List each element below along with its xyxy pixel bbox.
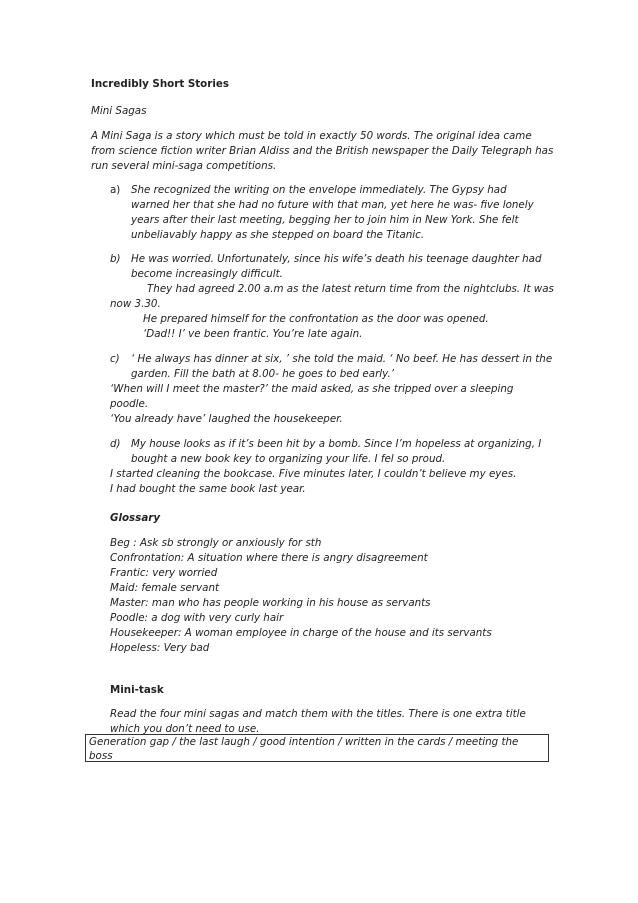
story-c-line: poodle. — [110, 398, 149, 410]
titles-box-line: Generation gap / the last laugh / good intention / written in the cards / meeting the — [89, 736, 519, 748]
document-subtitle: Mini Sagas — [91, 105, 147, 117]
glossary-item: Housekeeper: A woman employee in charge of the house and its servants — [110, 627, 492, 639]
glossary-item: Hopeless: Very bad — [110, 642, 210, 654]
story-b-line: now 3.30. — [110, 298, 161, 310]
glossary-item: Poodle: a dog with very curly hair — [110, 612, 284, 624]
story-a-line: unbeliavably happy as she stepped on board the Titanic. — [131, 229, 425, 241]
story-d-label: d) — [110, 438, 121, 450]
mini-task-instruction: Read the four mini sagas and match them with the titles. There is one extra title — [110, 708, 526, 720]
story-b-line: He prepared himself for the confrontation as the door was opened. — [143, 313, 489, 325]
story-a-line: warned her that she had no future with that man, yet here he was- five lonely — [131, 199, 534, 211]
story-a-line: years after their last meeting, begging her to join him in New York. She felt — [131, 214, 519, 226]
intro-line: run several mini-saga competitions. — [91, 160, 277, 172]
glossary-item: Beg : Ask sb strongly or anxiously for sth — [110, 537, 322, 549]
story-a-line: She recognized the writing on the envelope immediately. The Gypsy had — [131, 184, 507, 196]
glossary-item: Confrontation: A situation where there is angry disagreement — [110, 552, 428, 564]
intro-line: A Mini Saga is a story which must be told in exactly 50 words. The original idea came — [91, 130, 532, 142]
titles-box-line: boss — [89, 750, 113, 762]
story-d-line: I had bought the same book last year. — [110, 483, 306, 495]
story-c-label: c) — [110, 353, 120, 365]
story-d-line: bought a new book key to organizing your life. I fel so proud. — [131, 453, 446, 465]
glossary-heading: Glossary — [110, 512, 161, 524]
story-c-line: ‘You already have’ laughed the housekeeper. — [110, 413, 343, 425]
story-b-label: b) — [110, 253, 121, 265]
glossary-item: Frantic: very worried — [110, 567, 218, 579]
glossary-item: Master: man who has people working in his house as servants — [110, 597, 431, 609]
intro-line: from science fiction writer Brian Aldiss and the British newspaper the Daily Telegraph has — [91, 145, 554, 157]
story-a-label: a) — [110, 184, 121, 196]
story-b-line: He was worried. Unfortunately, since his wife’s death his teenage daughter had — [131, 253, 542, 265]
story-b-line: They had agreed 2.00 a.m as the latest return time from the nightclubs. It was — [147, 283, 554, 295]
story-d-line: I started cleaning the bookcase. Five minutes later, I couldn’t believe my eyes. — [110, 468, 517, 480]
story-b-line: become increasingly difficult. — [131, 268, 283, 280]
story-b-line: ‘Dad!! I’ ve been frantic. You’re late again. — [143, 328, 363, 340]
mini-task-heading: Mini-task — [110, 684, 164, 696]
story-c-line: ‘When will I meet the master?’ the maid asked, as she tripped over a sleeping — [110, 383, 514, 395]
mini-task-instruction: which you don’t need to use. — [110, 723, 260, 735]
story-d-line: My house looks as if it’s been hit by a bomb. Since I’m hopeless at organizing, I — [131, 438, 542, 450]
story-c-line: garden. Fill the bath at 8.00- he goes to bed early.’ — [131, 368, 395, 380]
document-title: Incredibly Short Stories — [91, 78, 229, 90]
glossary-item: Maid: female servant — [110, 582, 220, 594]
story-c-line: ‘ He always has dinner at six, ’ she told the maid. ‘ No beef. He has dessert in the — [131, 353, 553, 365]
